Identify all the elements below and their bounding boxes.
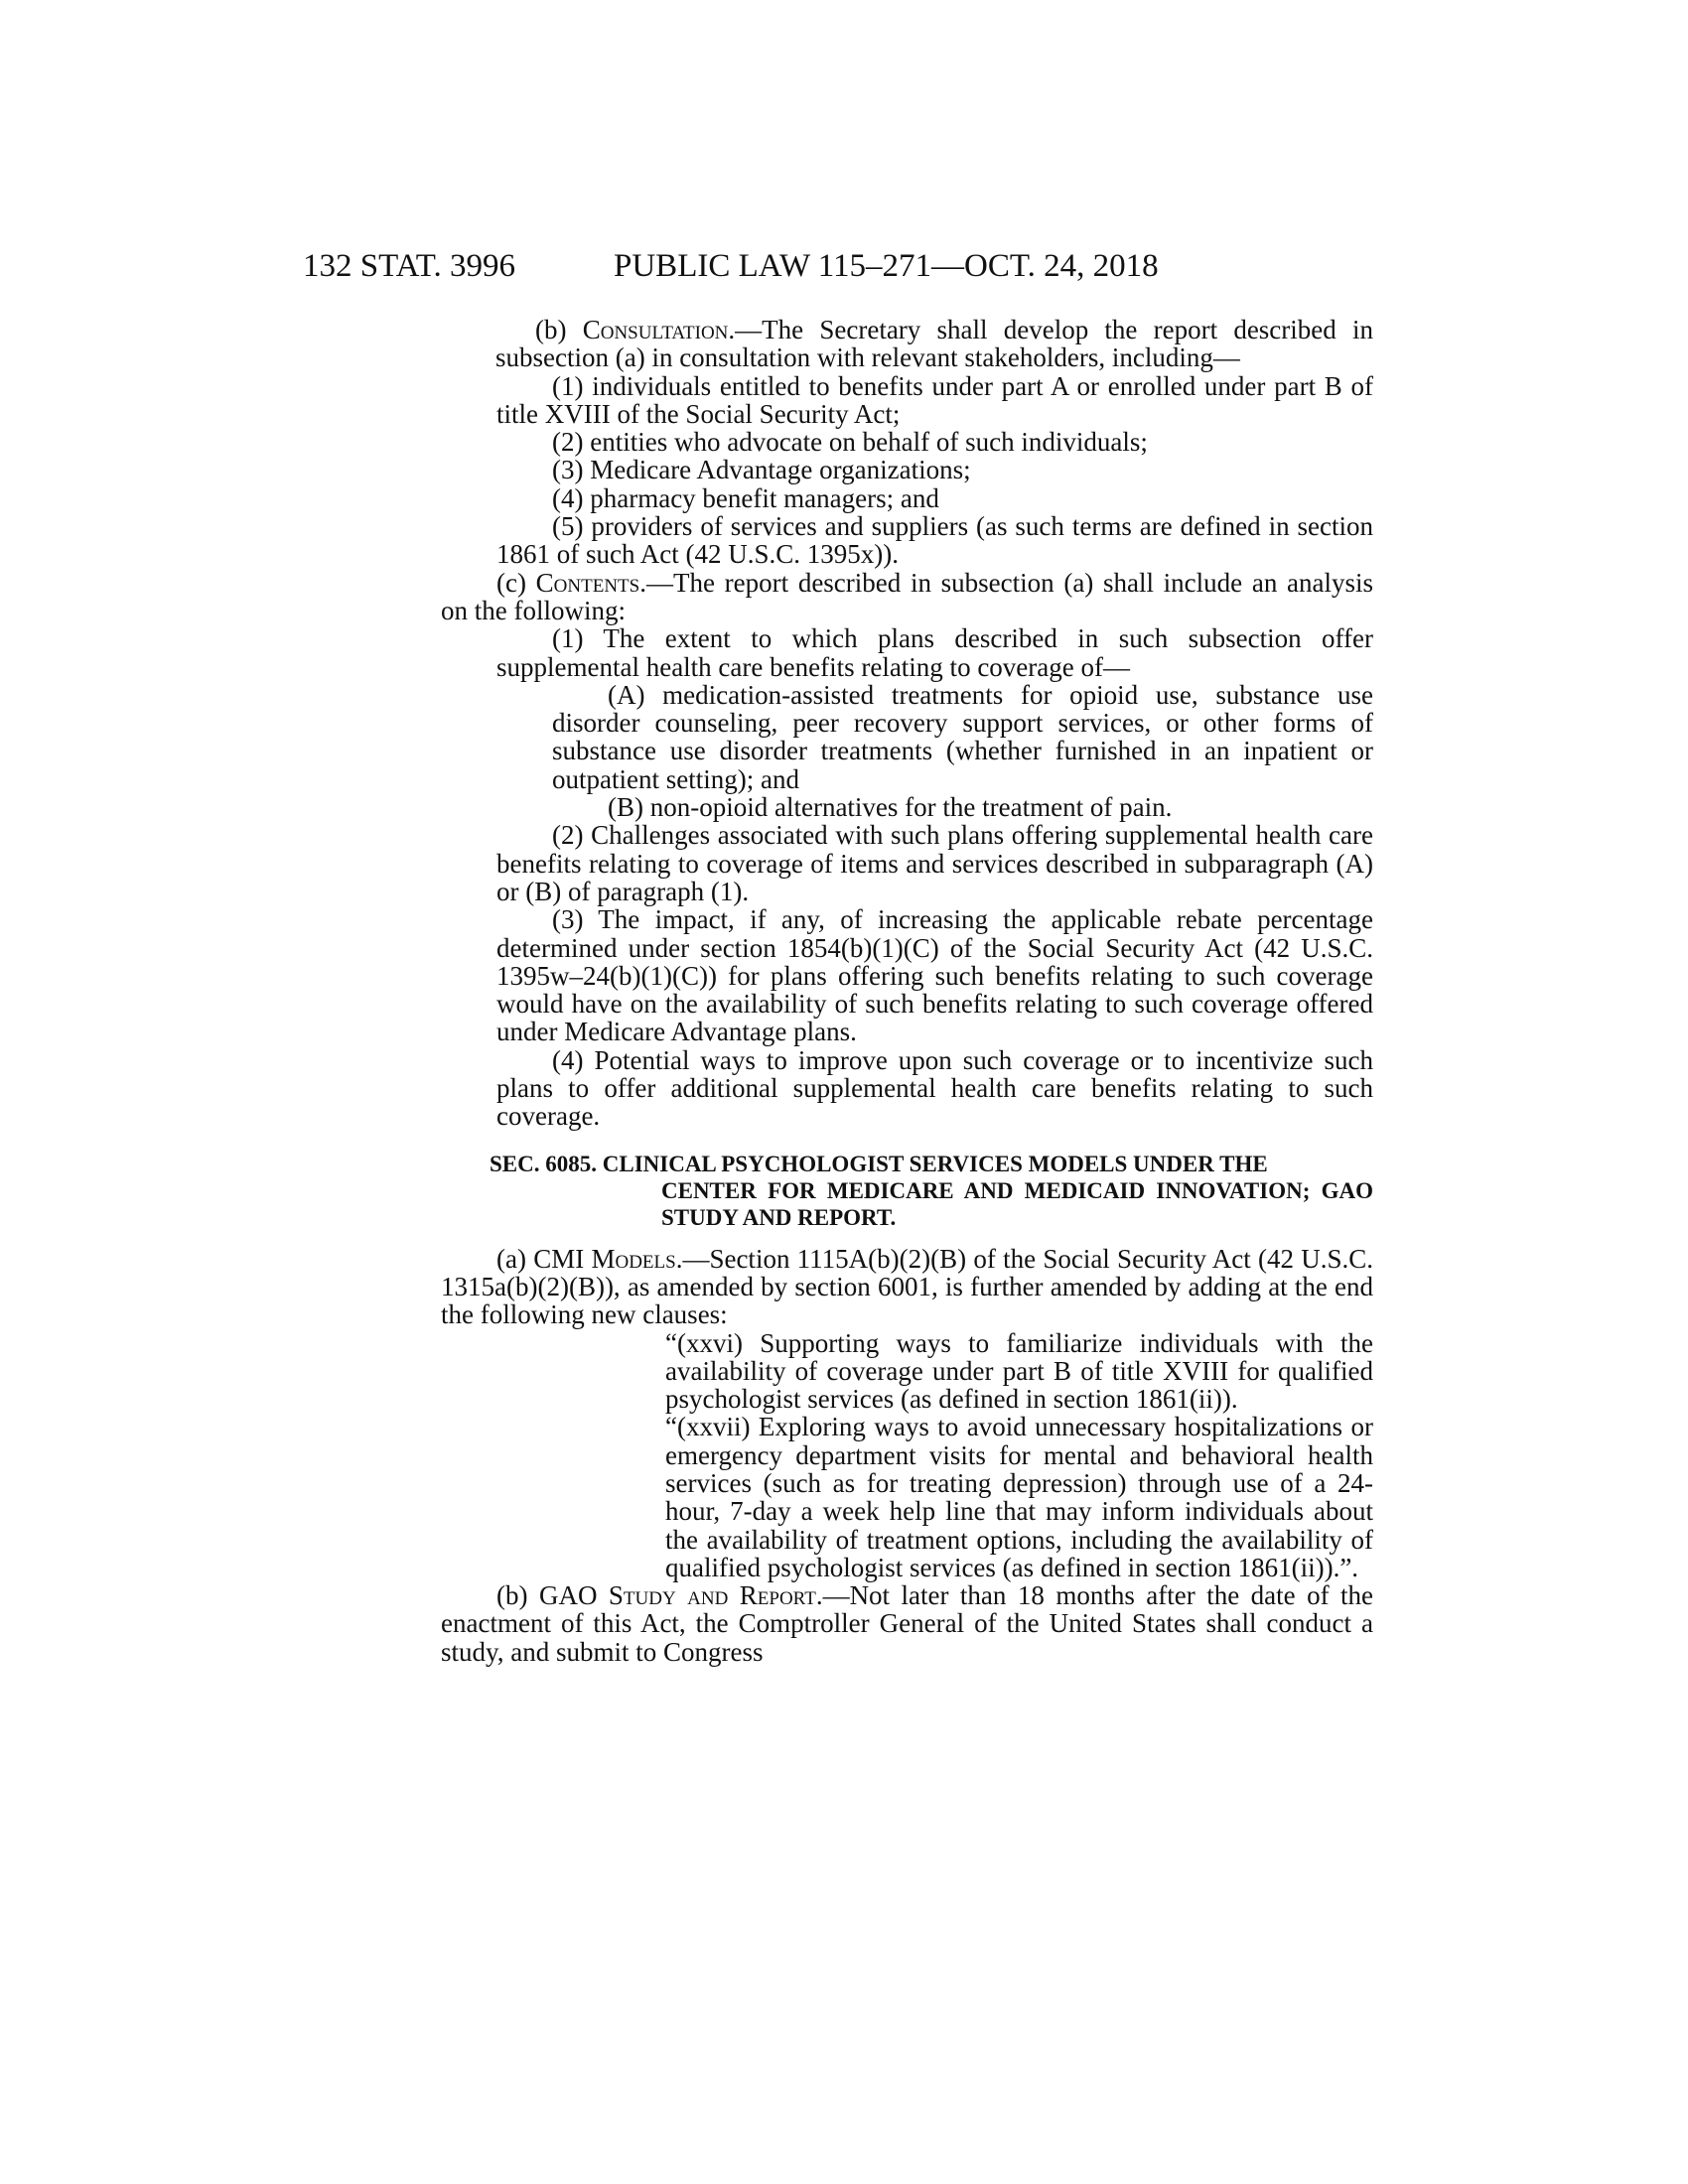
cmi-models-paragraph [441,1245,1373,1329]
consultation-item-2: (2) entities who advocate on behalf of such individuals; [552,427,1148,458]
cmi-models-text: .—Section 1115A(b)(2)(B) of the Social Security Act (42 U.S.C. 1315a(b)(2)(B)), as amended by section 6001, is further amended by adding at the end the following new clauses: [441,1243,1374,1330]
consultation-heading: Consultation [582,315,729,344]
cmi-models-heading: CMI Models [533,1243,676,1274]
consultation-paragraph [495,316,1373,372]
consultation-item-1: (1) individuals entitled to benefits under part A or enrolled under part B of title XVIII of the Social Security Act; [496,370,1373,429]
contents-item-1: (1) The extent to which plans described in such subsection offer supplemental health care benefits relating to coverage of— [496,623,1373,682]
gao-study-text: .—Not later than 18 months after the date of the enactment of this Act, the Comptroller General of the United States shall conduct a study, and submit to Congress [441,1580,1374,1667]
consultation-item-5: (5) providers of services and suppliers (as such terms are defined in section 1861 of such Act (42 U.S.C. 1395x)). [496,511,1373,570]
consultation-text: .—The Secretary shall develop the report described in subsection (a) in consultation with relevant stakeholders, including— [495,315,1373,373]
contents-item-2: (2) Challenges associated with such plans offering supplemental health care benefits relating to coverage of items and services described in subparagraph (A) or (B) of paragraph (1). [496,820,1373,906]
contents-paragraph [441,569,1373,625]
public-law-citation: PUBLIC LAW 115–271—OCT. 24, 2018 [614,248,1159,284]
contents-item-1a: (A) medication-assisted treatments for opioid use, substance use disorder counseling, peer recovery support services, or other forms of substance use disorder treatments (whether furnished in an inpatient or outpatient setting); and [552,679,1373,794]
consultation-item-4: (4) pharmacy benefit managers; and [552,482,939,513]
document-body [441,315,1374,1667]
consultation-item-3: (3) Medicare Advantage organizations; [552,455,971,485]
gao-study-label: (b) [496,1580,539,1611]
clause-xxvi: “(xxvi) Supporting ways to familiarize individuals with the availability of coverage under part B of title XVIII for qualified psychologist services (as defined in section 1861(ii)). [665,1327,1373,1415]
consultation-label: (b) [535,315,583,344]
contents-item-1b: (B) non-opioid alternatives for the treatment of pain. [608,792,1173,823]
contents-item-4: (4) Potential ways to improve upon such coverage or to incentivize such plans to offer additional supplemental health care benefits relating to such coverage. [496,1044,1373,1132]
stat-page-number: 132 STAT. 3996 [303,248,516,284]
section-heading-continuation: CENTER FOR MEDICARE AND MEDICAID INNOVATION; GAO STUDY AND REPORT. [661,1177,1373,1230]
contents-item-3: (3) The impact, if any, of increasing the applicable rebate percentage determined under section 1854(b)(1)(C) of the Social Security Act (42 U.S.C. 1395w–24(b)(1)(C)) for plans offering such benefits relating to such coverage would have on the availability of such benefits relating to such coverage offered under Medicare Advantage plans. [496,904,1373,1047]
contents-label: (c) [496,567,536,598]
cmi-models-label: (a) [496,1243,534,1274]
contents-text: .—The report described in subsection (a) shall include an analysis on the following: [441,567,1373,625]
contents-heading: Contents [535,567,640,598]
section-heading [490,1151,1373,1231]
section-heading-line1: SEC. 6085. CLINICAL PSYCHOLOGIST SERVICES MODELS UNDER THE [490,1151,1268,1176]
gao-study-paragraph [441,1581,1373,1666]
clause-xxvii: “(xxvii) Exploring ways to avoid unnecessary hospitalizations or emergency department visits for mental and behavioral health services (such as for treating depression) through use of a 24-hour, 7-day a week help line that may inform individuals about the availability of treatment options, including the availability of qualified psychologist services (as defined in section 1861(ii)).”. [665,1412,1373,1582]
gao-study-heading: GAO Study and Report [538,1580,816,1611]
